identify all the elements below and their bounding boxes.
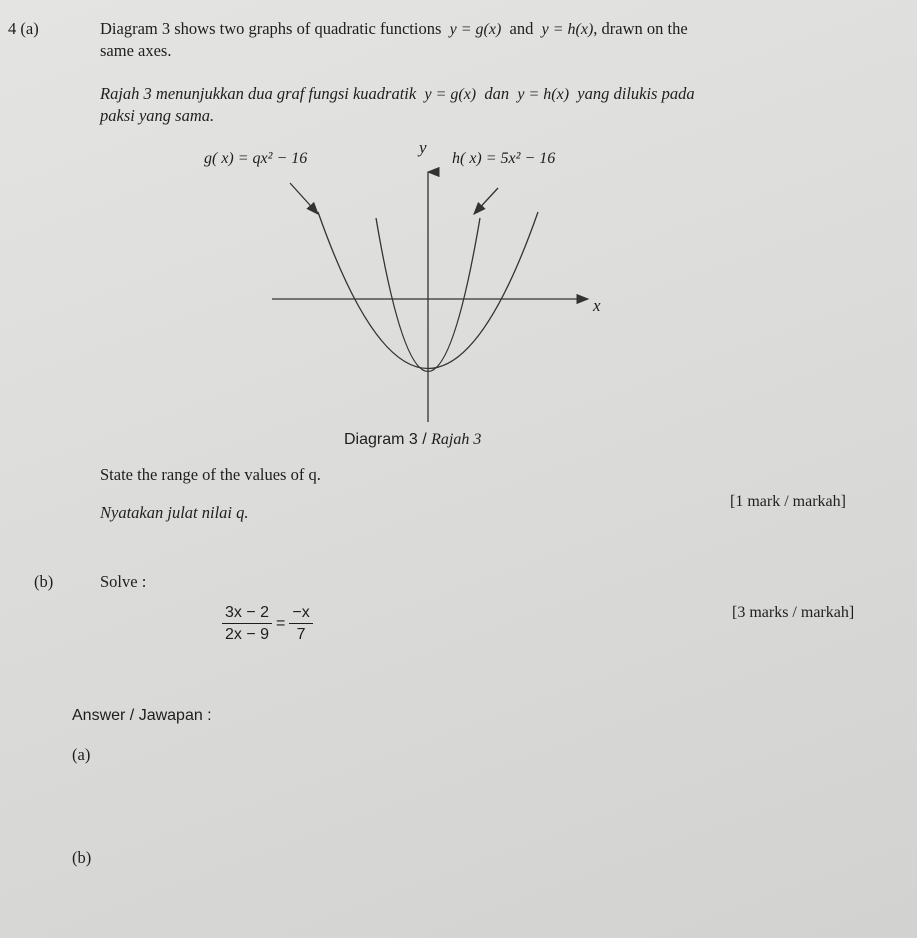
h-function-label: h( x) = 5x² − 16 [452, 150, 556, 167]
intro-ms-text: Rajah 3 menunjukkan dua graf fungsi kuadratik [100, 84, 417, 103]
g-function-ref-ms: y = g(x) [424, 86, 477, 103]
caption-sep: / [417, 431, 432, 448]
paksi-text: paksi yang sama. [100, 106, 215, 125]
lhs-numerator: 3x − 2 [222, 604, 272, 624]
yang-text: yang dilukis pada [577, 84, 695, 103]
part-b-instruction: Solve : [100, 572, 147, 591]
part-a-marks: [1 mark / markah] [730, 493, 846, 510]
caption-ms: Rajah 3 [431, 431, 482, 448]
rhs-fraction [289, 604, 312, 644]
equals-sign: = [276, 615, 286, 632]
h-function-ref: y = h(x) [541, 21, 594, 38]
lhs-denominator: 2x − 9 [225, 626, 270, 643]
answer-b-label: (b) [72, 848, 92, 867]
dan-text: dan [484, 84, 510, 103]
part-b-equation [222, 604, 313, 644]
and-text: and [509, 19, 534, 38]
part-a-question-en: State the range of the values of q. [100, 465, 321, 484]
g-label-pointer [290, 183, 318, 214]
diagram-caption [344, 431, 481, 449]
answer-heading: Answer / Jawapan : [72, 707, 212, 724]
intro-en-text: Diagram 3 shows two graphs of quadratic functions [100, 19, 442, 38]
part-a-question-ms: Nyatakan julat nilai q. [100, 503, 249, 522]
h-function-ref-ms: y = h(x) [517, 86, 570, 103]
part-b-label: (b) [34, 572, 54, 591]
rhs-denominator: 7 [296, 626, 306, 643]
rhs-numerator: −x [289, 604, 312, 624]
drawn-text: , drawn on the [593, 19, 688, 38]
g-function-label: g( x) = qx² − 16 [204, 150, 308, 167]
quadratic-graphs-diagram [0, 0, 917, 440]
h-label-pointer [474, 188, 498, 214]
answer-a-label: (a) [72, 745, 91, 764]
x-axis-label: x [593, 296, 601, 315]
g-function-ref: y = g(x) [449, 21, 502, 38]
part-b-marks: [3 marks / markah] [732, 604, 855, 621]
lhs-fraction [222, 604, 272, 644]
y-axis-label: y [419, 138, 427, 157]
question-number: 4 (a) [8, 19, 39, 38]
caption-en: Diagram 3 [344, 431, 418, 448]
same-axes-text: same axes. [100, 41, 172, 60]
